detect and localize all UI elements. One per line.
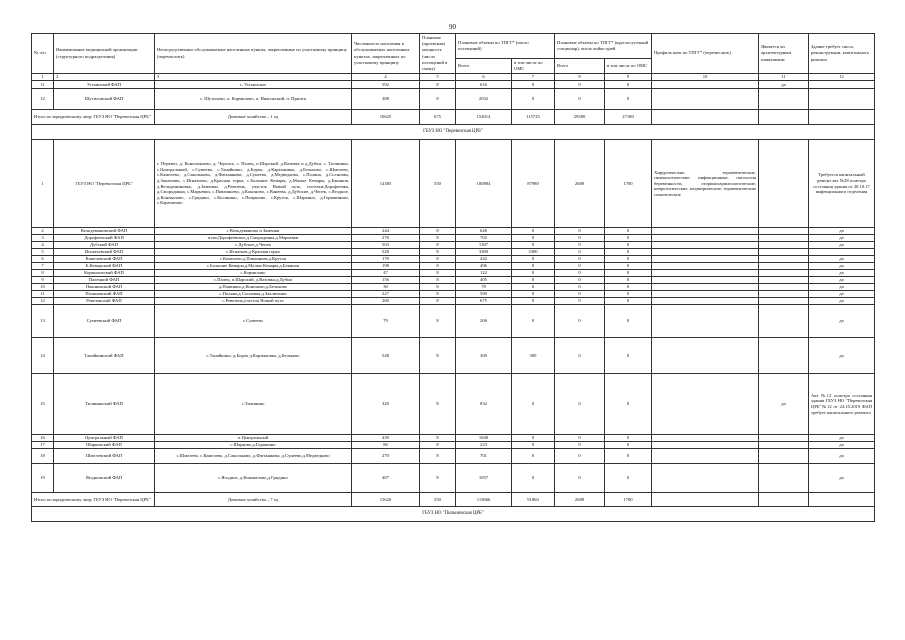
table-row xyxy=(32,81,875,89)
hosp-oms: 0 xyxy=(605,277,652,284)
col-header-profile: Профиль коек по ТПГГ* (перечислить) xyxy=(652,34,759,74)
population: 86 xyxy=(352,442,420,449)
col-header-hosp-oms: в том числе по ОМС xyxy=(605,59,652,74)
repair-note xyxy=(809,81,875,89)
col-header-population: Численность населения в обслуживаемых населенных пунктах, закрепленных по участковому принципу xyxy=(352,34,420,74)
repair-flag: да xyxy=(809,228,875,235)
population: 79 xyxy=(352,305,420,338)
row-number: 2 xyxy=(32,228,54,235)
facility-name: Поляновский ФАП xyxy=(54,291,155,298)
colnum: 10 xyxy=(652,74,759,81)
settlements: с.Шмелево, с.Камелево, д.Сакольково, д.Фатьмякова, д.Сунеево,д.Медведково xyxy=(155,449,352,464)
architecture-flag xyxy=(759,89,809,110)
hosp-total: 0 xyxy=(555,277,605,284)
hosp-total: 0 xyxy=(555,291,605,298)
colnum: 7 xyxy=(512,74,555,81)
capacity: 8 xyxy=(420,89,456,110)
row-number: 16 xyxy=(32,435,54,442)
total-population: 10625 xyxy=(352,110,420,125)
population: 227 xyxy=(352,291,420,298)
hosp-total: 0 xyxy=(555,235,605,242)
settlements: с. Шутилово, п. Кормилово, п. Никольский, п. Прилеп xyxy=(155,89,352,110)
hosp-oms: 0 xyxy=(605,298,652,305)
row-number: 4 xyxy=(32,242,54,249)
visits-oms: 0 xyxy=(512,284,555,291)
hosp-total: 0 xyxy=(555,305,605,338)
facility-name: Камелевский ФАП xyxy=(54,256,155,263)
capacity: 550 xyxy=(420,140,456,228)
row-number: 7 xyxy=(32,263,54,270)
visits-oms: 0 xyxy=(512,228,555,235)
row-number: 9 xyxy=(32,277,54,284)
hosp-oms: 0 xyxy=(605,256,652,263)
population: 439 xyxy=(352,435,420,442)
population: 320 xyxy=(352,374,420,435)
table-row xyxy=(32,305,875,338)
col-header-repair: Здание требует сноса, реконструкции, капитального ремонта xyxy=(809,34,875,74)
capacity: 8 xyxy=(420,298,456,305)
visits-oms: 0 xyxy=(512,449,555,464)
hosp-total: 0 xyxy=(555,89,605,110)
visits-total: 1057 xyxy=(456,464,512,493)
visits-oms: 0 xyxy=(512,291,555,298)
capacity: 8 xyxy=(420,263,456,270)
facility-name: Пашнинский ФАП xyxy=(54,284,155,291)
hosp-total: 0 xyxy=(555,249,605,256)
total-capacity: 550 xyxy=(420,493,456,507)
total-visits-oms: 115725 xyxy=(512,110,555,125)
col-header-settlements: Непосредственное обслуживаемые населенные пункты, закрепленные по участковому принципу (перечислить) xyxy=(155,34,352,74)
col-header-name: Наименование медицинской организации (структурного подразделения) xyxy=(54,34,155,74)
table-row xyxy=(32,249,875,256)
capacity: 8 xyxy=(420,442,456,449)
facility-name: Тилининский ФАП xyxy=(54,374,155,435)
col-header-hosp-total: Всего xyxy=(555,59,605,74)
table-row xyxy=(32,291,875,298)
capacity: 8 xyxy=(420,242,456,249)
visits-total: 675 xyxy=(456,298,512,305)
settlements: с.Игнатьев,д Красная горка xyxy=(155,249,352,256)
capacity: 8 xyxy=(420,449,456,464)
table-row xyxy=(32,256,875,263)
col-header-visits: Плановые объемы по ТПГГ* (число посещений) xyxy=(456,34,555,59)
table-row xyxy=(32,140,875,228)
total-hosp: 2688 xyxy=(555,493,605,507)
total-visits: 154014 xyxy=(456,110,512,125)
repair-flag: да xyxy=(809,298,875,305)
header-row xyxy=(32,34,875,59)
repair-note: Требуется капитальный ремонт акт №28 осмотра состояния здания от 30.10.17 инфекционного отделения xyxy=(809,140,875,228)
hosp-oms: 0 xyxy=(605,435,652,442)
settlements: с.Тилинино xyxy=(155,374,352,435)
settlements: с.Шарково,д.Горяшино xyxy=(155,442,352,449)
visits-total: 496 xyxy=(456,263,512,270)
facility-name: Б.Кемарский ФАП xyxy=(54,263,155,270)
hosp-total: 0 xyxy=(555,464,605,493)
facility-name: Палецкий ФАП xyxy=(54,277,155,284)
capacity: 8 xyxy=(420,235,456,242)
row-number: 10 xyxy=(32,284,54,291)
hosp-oms: 0 xyxy=(605,228,652,235)
hosp-oms: 0 xyxy=(605,442,652,449)
repair-flag xyxy=(809,249,875,256)
settlements: с Вельдеминово и Заменки xyxy=(155,228,352,235)
table-row xyxy=(32,270,875,277)
settlements: с.Ягодное, д.Коновалово,д.Гридино xyxy=(155,464,352,493)
visits-oms: 0 xyxy=(512,81,555,89)
population: 270 xyxy=(352,449,420,464)
facility-name: Шутиловский ФАП xyxy=(54,89,155,110)
visits-oms: 0 xyxy=(512,435,555,442)
section-row xyxy=(32,507,875,522)
facility-name: Ревезенский ФАП xyxy=(54,298,155,305)
column-number-row xyxy=(32,74,875,81)
facility-name: Дорофеевский ФАП xyxy=(54,235,155,242)
row-number: 6 xyxy=(32,256,54,263)
capacity: 8 xyxy=(420,270,456,277)
col-header-architecture: Является ли архитектурным памятником xyxy=(759,34,809,74)
colnum: 6 xyxy=(456,74,512,81)
facility-name: Танайкинский ФАП xyxy=(54,338,155,374)
visits-total: 832 xyxy=(456,374,512,435)
visits-oms: 300 xyxy=(512,338,555,374)
repair-note: Акт №12 осмотра состояния здания ГБУЗ НО "Перевозская ЦРБ"№12 от 24.10.2019 ФАП требует капитального ремонта xyxy=(809,374,875,435)
hosp-total: 0 xyxy=(555,228,605,235)
row-number: 17 xyxy=(32,442,54,449)
visits-total: 2032 xyxy=(456,89,512,110)
hosp-oms: 0 xyxy=(605,338,652,374)
capacity: 8 xyxy=(420,277,456,284)
visits-oms: 3300 xyxy=(512,249,555,256)
hosp-total: 0 xyxy=(555,256,605,263)
hosp-total: 0 xyxy=(555,442,605,449)
settlements: с.Палец, п.Шарский, д.Вазовка,д.Дубки xyxy=(155,277,352,284)
repair-flag: да xyxy=(759,81,809,89)
table-row xyxy=(32,298,875,305)
visits-total: 3300 xyxy=(456,249,512,256)
hosp-oms: 0 xyxy=(605,464,652,493)
row-number: 5 xyxy=(32,249,54,256)
facility-name: Дубский ФАП xyxy=(54,242,155,249)
total-row xyxy=(32,110,875,125)
hosp-total: 0 xyxy=(555,270,605,277)
visits-total: 442 xyxy=(456,256,512,263)
repair-note xyxy=(809,89,875,110)
population: 260 xyxy=(352,298,420,305)
hosp-oms: 0 xyxy=(605,249,652,256)
settlements: с.Танайкино, д.Борок д.Картыковка, д.Бельково xyxy=(155,338,352,374)
col-header-hospital: Плановые объемы по ТПГГ* (круглосуточный стационар), число койко-дней xyxy=(555,34,652,59)
row-number: 19 xyxy=(32,464,54,493)
hosp-oms: 0 xyxy=(605,449,652,464)
architecture-flag xyxy=(759,140,809,228)
settlements: с.Ревезень,участок Новый путь xyxy=(155,298,352,305)
col-header-capacity: Плановая (проектная) мощность (число посещений в смену) xyxy=(420,34,456,74)
capacity: 8 xyxy=(420,228,456,235)
colnum: 3 xyxy=(155,74,352,81)
visits-oms: 0 xyxy=(512,374,555,435)
population: 170 xyxy=(352,256,420,263)
table-row xyxy=(32,442,875,449)
colnum: 9 xyxy=(605,74,652,81)
table-row xyxy=(32,242,875,249)
table-row xyxy=(32,464,875,493)
hosp-total: 0 xyxy=(555,374,605,435)
visits-oms: 0 xyxy=(512,442,555,449)
table-row xyxy=(32,449,875,464)
row-number: 3 xyxy=(32,235,54,242)
capacity: 8 xyxy=(420,374,456,435)
facility-registry-table xyxy=(31,33,875,522)
hosp-oms: 0 xyxy=(605,263,652,270)
facility-name: ГБУЗ НО "Перевозская ЦРБ" xyxy=(54,140,155,228)
population: 270 xyxy=(352,235,420,242)
visits-total: 223 xyxy=(456,442,512,449)
repair-flag: да xyxy=(809,235,875,242)
settlements: с.Кормилово xyxy=(155,270,352,277)
total-visits: 113866 xyxy=(456,493,512,507)
hosp-oms: 0 xyxy=(605,291,652,298)
capacity: 8 xyxy=(420,256,456,263)
visits-oms: 0 xyxy=(512,305,555,338)
visits-total: 78 xyxy=(456,284,512,291)
section-title: ГБУЗ НО "Перевозская ЦРБ" xyxy=(32,125,875,140)
settlements: с.Камелево,д.Павлиньев,д.Круток xyxy=(155,256,352,263)
repair-flag: да xyxy=(809,464,875,493)
table-row xyxy=(32,435,875,442)
repair-flag: да xyxy=(809,242,875,249)
households: Домовые хозяйства – 1 ед xyxy=(155,110,352,125)
visits-total: 701 xyxy=(456,449,512,464)
facility-name: Ягодновский ФАП xyxy=(54,464,155,493)
population: 47 xyxy=(352,270,420,277)
population: 244 xyxy=(352,228,420,235)
hosp-oms: 0 xyxy=(605,242,652,249)
table-row xyxy=(32,277,875,284)
total-capacity: 675 xyxy=(420,110,456,125)
hosp-total: 0 xyxy=(555,338,605,374)
architecture-flag: да xyxy=(759,374,809,435)
population: 548 xyxy=(352,338,420,374)
row-number: 13 xyxy=(32,305,54,338)
visits-total: 626 xyxy=(456,228,512,235)
table-row xyxy=(32,89,875,110)
hosp-total: 0 xyxy=(555,263,605,270)
hosp-oms: 0 xyxy=(605,235,652,242)
hosp-total: 0 xyxy=(555,284,605,291)
facility-name: Шмелевский ФАП xyxy=(54,449,155,464)
visits-total: 122 xyxy=(456,270,512,277)
population: 388 xyxy=(352,89,420,110)
population: 198 xyxy=(352,263,420,270)
row-number: 12 xyxy=(32,298,54,305)
repair-flag: да xyxy=(809,277,875,284)
population: 14385 xyxy=(352,140,420,228)
settlements: д.Пашнино,д.Кононово,д.Бельково xyxy=(155,284,352,291)
page-number: 90 xyxy=(449,23,456,31)
row-number: 18 xyxy=(32,449,54,464)
colnum: 1 xyxy=(32,74,54,81)
repair-flag: да xyxy=(809,270,875,277)
hosp-total: 0 xyxy=(555,298,605,305)
table-row xyxy=(32,228,875,235)
population: 30 xyxy=(352,284,420,291)
settlements: п.им.Дорофеевское,д Смородинка,д.Марьевки xyxy=(155,235,352,242)
visits-oms: 0 xyxy=(512,242,555,249)
visits-oms: 87980 xyxy=(512,140,555,228)
hosp-oms: 0 xyxy=(605,374,652,435)
visits-oms: 0 xyxy=(512,263,555,270)
colnum: 2 xyxy=(54,74,155,81)
settlements: с.Сумеево xyxy=(155,305,352,338)
profile xyxy=(652,89,759,110)
settlements: с.Большие Кемары,д.Малые Кемары,д.Бакинов xyxy=(155,263,352,270)
row-number: 14 xyxy=(32,338,54,374)
population: 503 xyxy=(352,242,420,249)
repair-flag: да xyxy=(809,449,875,464)
settlements: с. Устьинское xyxy=(155,81,352,89)
capacity: 8 xyxy=(420,464,456,493)
total-label: Итого по юридическому лицу ГБУЗ НО "Перевозская ЦРБ" xyxy=(32,110,155,125)
population: 407 xyxy=(352,464,420,493)
visits-oms: 0 xyxy=(512,256,555,263)
facility-name: Сумеевский ФАП xyxy=(54,305,155,338)
table-row xyxy=(32,235,875,242)
row-number: 8 xyxy=(32,270,54,277)
households: Домовые хозяйства – 7 ед xyxy=(155,493,352,507)
hosp-oms: 0 xyxy=(605,89,652,110)
repair-flag: да xyxy=(809,305,875,338)
row-number: 11 xyxy=(32,81,54,89)
visits-oms: 0 xyxy=(512,89,555,110)
visits-total: 1307 xyxy=(456,242,512,249)
row-number: 1 xyxy=(32,140,54,228)
colnum: 11 xyxy=(759,74,809,81)
facility-name: Устьинский ФАП xyxy=(54,81,155,89)
visits-total: 590 xyxy=(456,291,512,298)
visits-total: 1840 xyxy=(456,435,512,442)
population: 592 xyxy=(352,81,420,89)
profile: Хирургические, терапевтические, гинекологические, инфекционные, патология беременности, оториноларингологические, неврологические, педиатрические, терапевтические соматические xyxy=(652,140,759,228)
population: 156 xyxy=(352,277,420,284)
facility-name: Вельдеминовский ФАП xyxy=(54,228,155,235)
visits-oms: 0 xyxy=(512,235,555,242)
repair-flag: да xyxy=(809,338,875,374)
hosp-total: 0 xyxy=(555,449,605,464)
settlements: с.Дубское,д Чепек xyxy=(155,242,352,249)
hosp-oms: 1700 xyxy=(605,140,652,228)
profile xyxy=(652,81,759,89)
hosp-oms: 0 xyxy=(605,284,652,291)
table-row xyxy=(32,263,875,270)
hosp-total: 0 xyxy=(555,81,605,89)
repair-flag: да xyxy=(809,291,875,298)
visits-total: 702 xyxy=(456,235,512,242)
settlements: п.Центральный xyxy=(155,435,352,442)
total-row xyxy=(32,493,875,507)
col-header-visits-total: Всего xyxy=(456,59,512,74)
hosp-total: 2688 xyxy=(555,140,605,228)
population: 528 xyxy=(352,249,420,256)
hosp-total: 0 xyxy=(555,435,605,442)
visits-total: 300 xyxy=(456,338,512,374)
section-row xyxy=(32,125,875,140)
hosp-oms: 0 xyxy=(605,270,652,277)
visits-total: 405 xyxy=(456,277,512,284)
table-row xyxy=(32,374,875,435)
capacity: 8 xyxy=(420,81,456,89)
capacity: 8 xyxy=(420,291,456,298)
hosp-total: 0 xyxy=(555,242,605,249)
visits-total: 206 xyxy=(456,305,512,338)
capacity: 8 xyxy=(420,435,456,442)
table-row xyxy=(32,338,875,374)
capacity: 8 xyxy=(420,338,456,374)
capacity: 8 xyxy=(420,249,456,256)
total-population: 15620 xyxy=(352,493,420,507)
visits-total: 100884 xyxy=(456,140,512,228)
col-header-visits-oms: в том числе по ОМС xyxy=(512,59,555,74)
table-row xyxy=(32,284,875,291)
colnum: 12 xyxy=(809,74,875,81)
visits-oms: 0 xyxy=(512,298,555,305)
colnum: 8 xyxy=(555,74,605,81)
hosp-oms: 0 xyxy=(605,305,652,338)
visits-oms: 0 xyxy=(512,270,555,277)
repair-flag: да xyxy=(809,256,875,263)
facility-name: Шарковский ФАП xyxy=(54,442,155,449)
row-number: 12 xyxy=(32,89,54,110)
col-header-num: № п/п xyxy=(32,34,54,74)
repair-flag: да xyxy=(809,435,875,442)
total-hosp-oms: 27180 xyxy=(605,110,652,125)
capacity: 8 xyxy=(420,284,456,291)
settlements: с.Поляна,д.Сосновка,д.Заключник xyxy=(155,291,352,298)
colnum: 5 xyxy=(420,74,456,81)
total-hosp: 29580 xyxy=(555,110,605,125)
colnum: 4 xyxy=(352,74,420,81)
capacity: 8 xyxy=(420,305,456,338)
total-visits-oms: 91860 xyxy=(512,493,555,507)
total-label: Итого по юридическому лицу ГБУЗ НО "Перевозская ЦРБ" xyxy=(32,493,155,507)
visits-oms: 0 xyxy=(512,464,555,493)
visits-total: 616 xyxy=(456,81,512,89)
repair-flag: да xyxy=(809,284,875,291)
section-title: ГБУЗ НО "Пильнинская ЦРБ" xyxy=(32,507,875,522)
hosp-oms: 0 xyxy=(605,81,652,89)
visits-oms: 0 xyxy=(512,277,555,284)
facility-name: Центральный ФАП xyxy=(54,435,155,442)
total-hosp-oms: 1700 xyxy=(605,493,652,507)
facility-name: Кормиловский ФАП xyxy=(54,270,155,277)
row-number: 15 xyxy=(32,374,54,435)
row-number: 11 xyxy=(32,291,54,298)
facility-name: Игнатьевский ФАП xyxy=(54,249,155,256)
repair-flag: да xyxy=(809,263,875,270)
settlements: г. Перевоз, д. Конопляново, д. Чергись, с. Палец, п.Шарский, д.Вазовка и д.Дубки, с. Тилинино, с.Центральный, с.Сумеево, с.Танайкино, д.Борок, д.Картыковка, д.Бельково, с.Шмелево, с.Камелево, д.Сакольково, д.Фатьмякова, д.Сунеево, д.Медведково, с.Поляна, д.Сосновка, д.Заключик, с.Игнатьево, д.Красная горка, с.Большие Кемары, д.Малые Кемары, д.Бакинов, д.Вельдеминовка, д.Заменки, д.Ревезень, участок Новый путь, поселки:Дорофеевка, д.Смородинка, с.Марьевки, с.Павлиньево, д.Кононово, с.Ванеева, д.Дубские, д.Чепек, с.Ягодное, д.Коновалово, с.Гридино, с.Косинино, с.Пащаново, с.Круток, с.Шаркино, д.Горяшиново, с.Карачаеово xyxy=(155,140,352,228)
repair-flag: да xyxy=(809,442,875,449)
